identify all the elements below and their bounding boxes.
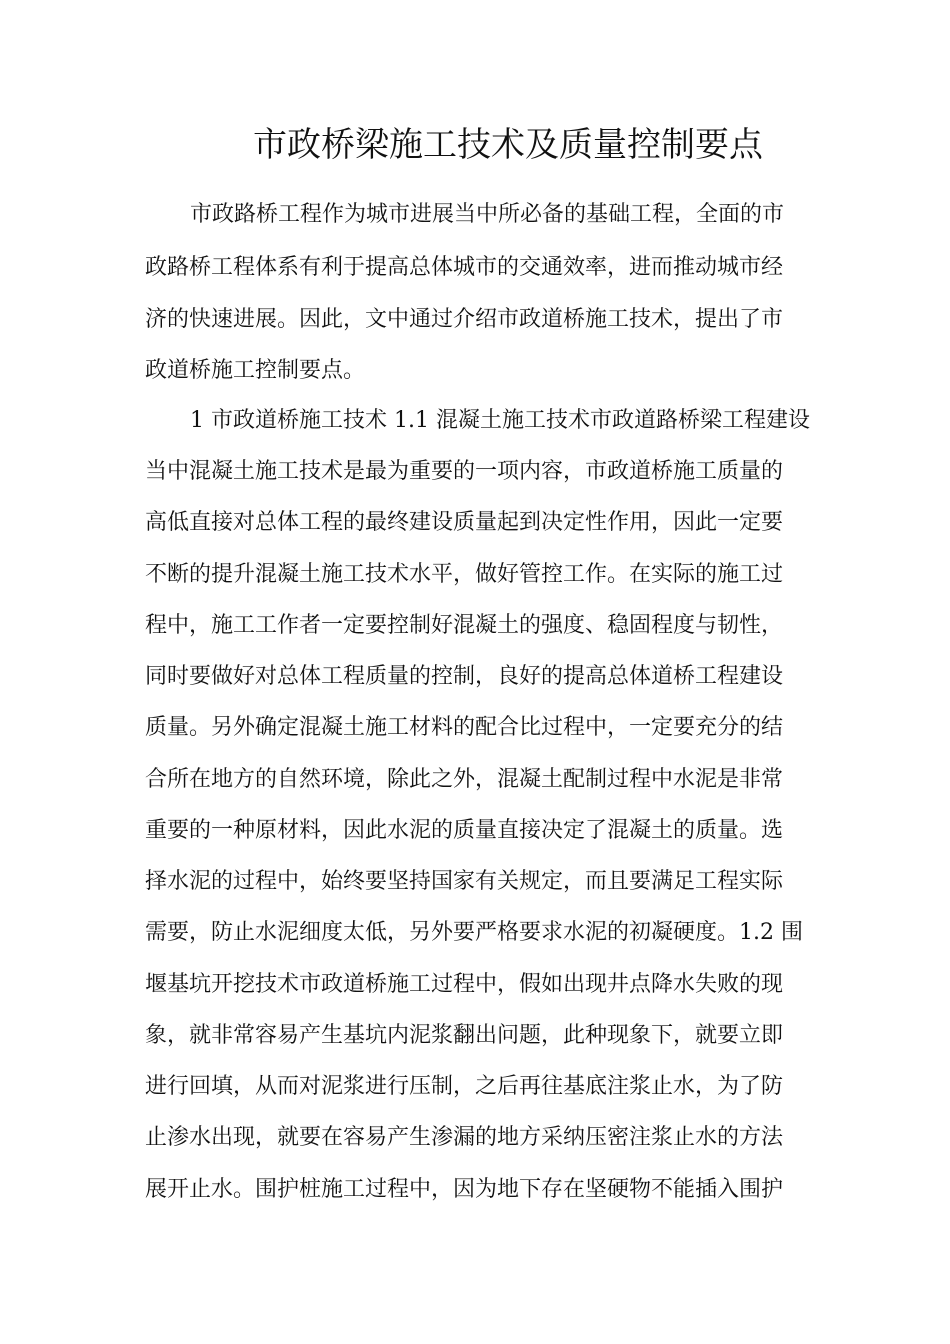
paragraph-line: 重要的一种原材料，因此水泥的质量直接决定了混凝土的质量。选: [145, 818, 784, 843]
paragraph-line: 1 市政道桥施工技术 1.1 混凝土施工技术市政道路桥梁工程建设: [190, 408, 810, 433]
paragraph-line: 程中，施工工作者一定要控制好混凝土的强度、稳固程度与韧性，: [145, 613, 784, 638]
paragraph-line: 同时要做好对总体工程质量的控制，良好的提高总体道桥工程建设: [145, 664, 784, 689]
paragraph-line: 择水泥的过程中，始终要坚持国家有关规定，而且要满足工程实际: [145, 869, 784, 894]
paragraph-line: 质量。另外确定混凝土施工材料的配合比过程中，一定要充分的结: [145, 715, 784, 740]
paragraph-line: 需要，防止水泥细度太低，另外要严格要求水泥的初凝硬度。1.2 围: [145, 920, 803, 945]
paragraph-line: 堰基坑开挖技术市政道桥施工过程中，假如出现井点降水失败的现: [145, 972, 784, 997]
paragraph-line: 止渗水出现，就要在容易产生渗漏的地方采纳压密注浆止水的方法: [145, 1125, 784, 1150]
paragraph-line: 展开止水。围护桩施工过程中，因为地下存在坚硬物不能插入围护: [145, 1177, 784, 1202]
paragraph-line: 市政路桥工程作为城市进展当中所必备的基础工程，全面的市: [190, 202, 785, 227]
page-title: 市政桥梁施工技术及质量控制要点: [253, 125, 763, 165]
paragraph-line: 政道桥施工控制要点。: [145, 358, 366, 383]
paragraph-line: 不断的提升混凝土施工技术水平，做好管控工作。在实际的施工过: [145, 562, 784, 587]
paragraph-line: 高低直接对总体工程的最终建设质量起到决定性作用，因此一定要: [145, 510, 784, 535]
paragraph-line: 象，就非常容易产生基坑内泥浆翻出问题，此种现象下，就要立即: [145, 1023, 784, 1048]
paragraph-line: 济的快速进展。因此，文中通过介绍市政道桥施工技术，提出了市: [145, 307, 784, 332]
paragraph-line: 合所在地方的自然环境，除此之外，混凝土配制过程中水泥是非常: [145, 767, 784, 792]
paragraph-line: 当中混凝土施工技术是最为重要的一项内容，市政道桥施工质量的: [145, 459, 784, 484]
paragraph-line: 进行回填，从而对泥浆进行压制，之后再往基底注浆止水，为了防: [145, 1074, 784, 1099]
paragraph-line: 政路桥工程体系有利于提高总体城市的交通效率，进而推动城市经: [145, 255, 784, 280]
